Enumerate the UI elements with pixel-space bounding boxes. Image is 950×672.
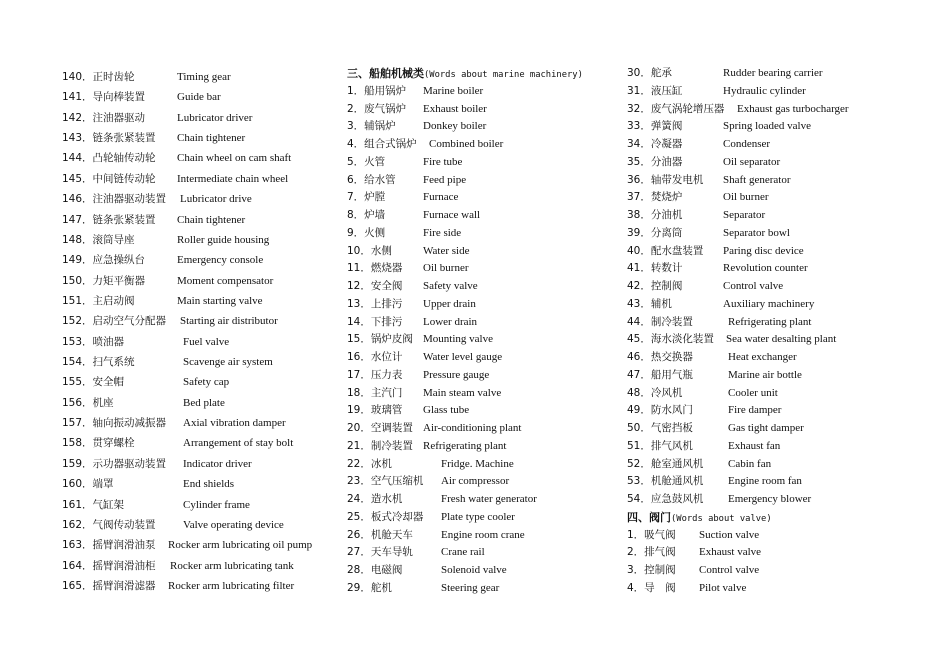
section-heading-subtitle: (Words about marine machinery) <box>424 70 583 80</box>
term-english: Fresh water generator <box>441 493 537 505</box>
term-chinese: 15．锅炉皮阀 <box>347 333 413 346</box>
glossary-entry <box>62 250 352 270</box>
term-english: Feed pipe <box>423 173 467 186</box>
term-chinese: 161．气缸架 <box>62 498 125 511</box>
glossary-entry <box>627 207 917 225</box>
glossary-entry <box>627 491 917 509</box>
term-english: Lubricator driver <box>177 111 253 124</box>
term-chinese: 8．炉墙 <box>347 209 386 221</box>
section-heading-title: 四、阀门 <box>627 510 671 524</box>
term-chinese: 3．辅锅炉 <box>347 120 396 133</box>
glossary-entry <box>627 385 917 403</box>
term-chinese: 53．机舱通风机 <box>627 475 704 488</box>
glossary-entry <box>347 491 637 509</box>
glossary-entry <box>347 385 637 403</box>
term-english: Cabin fan <box>728 457 772 470</box>
glossary-entry <box>627 225 917 243</box>
glossary-column-2 <box>347 65 637 598</box>
term-chinese: 36．轴带发电机 <box>627 173 704 186</box>
glossary-entry <box>627 154 917 172</box>
glossary-entry <box>347 207 637 225</box>
glossary-entry <box>347 154 637 172</box>
glossary-entry <box>627 136 917 154</box>
glossary-entry <box>62 148 352 168</box>
term-chinese: 54．应急鼓风机 <box>627 493 704 505</box>
glossary-entry <box>627 278 917 296</box>
term-chinese: 151．主启动阀 <box>62 294 135 307</box>
term-english: Axial vibration damper <box>183 417 286 430</box>
term-chinese: 27．天车导轨 <box>347 546 413 559</box>
glossary-entry <box>627 438 917 456</box>
term-chinese: 22．冰机 <box>347 457 392 470</box>
term-english: Exhaust gas turbocharger <box>737 102 849 115</box>
glossary-entry <box>627 420 917 438</box>
term-chinese: 2．排气阀 <box>627 546 676 559</box>
term-english: Chain tightener <box>177 132 246 145</box>
term-chinese: 49．防水风门 <box>627 404 693 417</box>
term-chinese: 42．控制阀 <box>627 280 683 292</box>
glossary-entry <box>627 83 917 101</box>
term-english: Shaft generator <box>723 173 791 186</box>
glossary-entry <box>62 576 352 596</box>
term-chinese: 164．摇臂润滑油柜 <box>62 559 156 572</box>
term-chinese: 35．分油器 <box>627 155 683 168</box>
term-english: Glass tube <box>423 404 470 417</box>
glossary-entry <box>62 67 352 87</box>
term-chinese: 3．控制阀 <box>627 564 676 576</box>
glossary-entry <box>627 260 917 278</box>
glossary-entry <box>347 118 637 136</box>
glossary-entry <box>347 225 637 243</box>
term-english: Main steam valve <box>423 386 502 399</box>
term-chinese: 34．冷凝器 <box>627 138 683 150</box>
glossary-entry <box>62 128 352 148</box>
glossary-entry <box>62 271 352 291</box>
term-chinese: 38．分油机 <box>627 209 683 221</box>
term-english: Intermediate chain wheel <box>177 172 289 185</box>
term-english: Hydraulic cylinder <box>723 84 806 97</box>
glossary-entry <box>62 515 352 535</box>
term-chinese: 13．上排污 <box>347 297 403 310</box>
glossary-entry <box>347 580 637 598</box>
term-chinese: 52．舱室通风机 <box>627 457 704 470</box>
term-chinese: 26．机舱天车 <box>347 528 413 541</box>
term-chinese: 150．力矩平衡器 <box>62 274 146 287</box>
term-chinese: 1．吸气阀 <box>627 528 676 541</box>
glossary-entry <box>347 243 637 261</box>
term-chinese: 44．制冷装置 <box>627 315 693 328</box>
term-chinese: 6．给水管 <box>347 173 396 186</box>
term-chinese: 141．导向棒装置 <box>62 91 146 104</box>
term-chinese: 162．气阀传动装置 <box>62 518 156 531</box>
term-english: Fire side <box>423 226 462 239</box>
term-english: Roller guide housing <box>177 233 270 246</box>
section-heading-machinery <box>347 65 637 83</box>
glossary-entry <box>627 189 917 207</box>
term-english: Safety valve <box>423 280 478 292</box>
term-english: Pilot valve <box>699 581 747 594</box>
term-english: Arrangement of stay bolt <box>183 437 294 450</box>
term-chinese: 144．凸轮轴传动轮 <box>62 152 156 165</box>
term-chinese: 51．排气风机 <box>627 439 693 452</box>
term-chinese: 45．海水淡化装置 <box>627 333 714 346</box>
term-english: Guide bar <box>177 91 221 104</box>
term-english: Rudder bearing carrier <box>723 67 823 79</box>
term-english: Crane rail <box>441 546 485 559</box>
term-english: Mounting valve <box>423 333 493 346</box>
term-english: Control valve <box>699 564 760 576</box>
glossary-entry <box>347 473 637 491</box>
glossary-entry <box>347 189 637 207</box>
term-english: Moment compensator <box>177 274 274 287</box>
glossary-entry <box>62 393 352 413</box>
term-english: Pressure gauge <box>423 368 490 381</box>
glossary-entry <box>347 296 637 314</box>
term-english: Solenoid valve <box>441 564 507 576</box>
glossary-entry <box>627 296 917 314</box>
term-chinese: 160．端罩 <box>62 478 114 491</box>
glossary-entry <box>347 402 637 420</box>
glossary-entry <box>62 474 352 494</box>
term-english: Engine room crane <box>441 528 525 541</box>
glossary-entry <box>627 580 917 598</box>
glossary-entry <box>627 349 917 367</box>
glossary-entry <box>627 544 917 562</box>
glossary-entry <box>627 65 917 83</box>
term-english: Rocker arm lubricating tank <box>170 559 294 572</box>
glossary-entry <box>627 527 917 545</box>
term-english: Oil burner <box>723 191 769 204</box>
glossary-entry <box>627 456 917 474</box>
term-english: Air compressor <box>441 475 510 488</box>
glossary-entry <box>627 243 917 261</box>
term-english: Chain wheel on cam shaft <box>177 152 292 165</box>
term-chinese: 43．辅机 <box>627 297 672 310</box>
term-chinese: 17．压力表 <box>347 368 403 381</box>
term-english: Refrigerating plant <box>423 439 507 452</box>
term-english: Donkey boiler <box>423 120 487 133</box>
term-english: Fire damper <box>728 404 782 417</box>
glossary-entry <box>62 291 352 311</box>
term-chinese: 28．电磁阀 <box>347 564 403 576</box>
term-chinese: 156．机座 <box>62 396 114 409</box>
section-heading-valve <box>627 509 917 527</box>
term-chinese: 140．正时齿轮 <box>62 71 135 83</box>
glossary-entry <box>347 136 637 154</box>
term-english: Cylinder frame <box>183 498 250 511</box>
term-chinese: 4．组合式锅炉 <box>347 138 417 150</box>
term-english: Water level gauge <box>423 351 503 363</box>
term-chinese: 142．注油器驱动 <box>62 111 146 124</box>
term-chinese: 148．滚筒导座 <box>62 233 135 246</box>
term-chinese: 4．导 阀 <box>627 581 676 594</box>
term-chinese: 21．制冷装置 <box>347 439 413 452</box>
term-english: Plate type cooler <box>441 510 515 523</box>
term-english: Fire tube <box>423 155 463 168</box>
term-english: Marine air bottle <box>728 368 802 381</box>
term-chinese: 1．船用锅炉 <box>347 84 407 97</box>
glossary-entry <box>347 420 637 438</box>
term-english: Lower drain <box>423 315 478 328</box>
term-chinese: 40．配水盘装置 <box>627 244 704 257</box>
term-chinese: 39．分离筒 <box>627 226 683 239</box>
glossary-column-1 <box>62 67 352 596</box>
glossary-entry <box>62 433 352 453</box>
term-chinese: 10．水侧 <box>347 244 392 257</box>
glossary-entry <box>62 454 352 474</box>
term-english: Separator <box>723 209 766 221</box>
glossary-entry <box>62 495 352 515</box>
glossary-entry <box>627 473 917 491</box>
glossary-entry <box>347 562 637 580</box>
term-english: Main starting valve <box>177 294 263 307</box>
term-english: Auxiliary machinery <box>723 297 815 310</box>
term-chinese: 50．气密挡板 <box>627 422 693 434</box>
glossary-entry <box>62 535 352 555</box>
glossary-entry <box>627 402 917 420</box>
glossary-entry <box>627 172 917 190</box>
glossary-list <box>627 65 917 509</box>
glossary-entry <box>347 527 637 545</box>
term-chinese: 25．板式冷却器 <box>347 510 424 523</box>
term-english: Air-conditioning plant <box>423 422 522 434</box>
term-english: Marine boiler <box>423 84 484 97</box>
term-chinese: 163．摇臂润滑油泵 <box>62 539 156 552</box>
term-chinese: 159．示功器驱动装置 <box>62 457 167 470</box>
glossary-entry <box>347 367 637 385</box>
term-chinese: 154．扫气系统 <box>62 356 135 369</box>
term-english: Exhaust boiler <box>423 102 487 115</box>
term-english: Safety cap <box>183 376 230 389</box>
section-heading-title: 三、船舶机械类 <box>347 67 424 80</box>
term-english: Paring disc device <box>723 244 804 257</box>
term-english: Sea water desalting plant <box>726 333 837 346</box>
term-english: Chain tightener <box>177 213 246 226</box>
term-english: Rocker arm lubricating filter <box>168 579 295 592</box>
glossary-entry <box>62 413 352 433</box>
term-chinese: 18．主汽门 <box>347 386 403 399</box>
term-english: Bed plate <box>183 396 225 409</box>
term-chinese: 32．废气涡轮增压器 <box>627 102 725 115</box>
term-english: Furnace <box>423 191 459 204</box>
term-chinese: 146．注油器驱动装置 <box>62 193 167 206</box>
term-english: Refrigerating plant <box>728 315 812 328</box>
glossary-entry <box>347 544 637 562</box>
glossary-entry <box>347 172 637 190</box>
term-chinese: 2．废气锅炉 <box>347 102 407 115</box>
term-chinese: 14．下排污 <box>347 315 403 328</box>
glossary-entry <box>62 189 352 209</box>
term-chinese: 152．启动空气分配器 <box>62 315 167 328</box>
term-english: Cooler unit <box>728 386 778 399</box>
glossary-entry <box>62 87 352 107</box>
term-chinese: 147．链条张紧装置 <box>62 213 156 226</box>
glossary-entry <box>627 367 917 385</box>
term-chinese: 46．热交换器 <box>627 351 693 363</box>
term-chinese: 23．空气压缩机 <box>347 475 424 488</box>
section-heading-subtitle: (Words about valve) <box>671 513 772 524</box>
term-english: Steering gear <box>441 581 500 594</box>
glossary-list <box>627 527 917 598</box>
term-english: Scavenge air system <box>183 356 273 369</box>
glossary-entry <box>347 101 637 119</box>
term-chinese: 145．中间链传动轮 <box>62 172 156 185</box>
glossary-entry <box>347 349 637 367</box>
glossary-entry <box>347 331 637 349</box>
term-english: Oil separator <box>723 155 781 168</box>
term-chinese: 165．摇臂润滑滤器 <box>62 579 156 592</box>
term-english: Rocker arm lubricating oil pump <box>168 539 313 552</box>
term-chinese: 149．应急操纵台 <box>62 254 146 267</box>
term-chinese: 7．炉膛 <box>347 191 386 204</box>
glossary-entry <box>62 230 352 250</box>
term-chinese: 16．水位计 <box>347 351 403 363</box>
term-chinese: 48．冷风机 <box>627 386 683 399</box>
term-chinese: 20．空调装置 <box>347 422 413 434</box>
term-chinese: 5．火管 <box>347 155 386 168</box>
glossary-entry <box>62 169 352 189</box>
term-chinese: 29．舵机 <box>347 581 392 594</box>
term-english: Upper drain <box>423 297 476 310</box>
term-chinese: 9．火侧 <box>347 226 386 239</box>
glossary-column-3 <box>627 65 917 598</box>
term-english: Fuel valve <box>183 335 230 348</box>
glossary-entry <box>627 562 917 580</box>
term-english: Exhaust fan <box>728 439 781 452</box>
glossary-entry <box>627 101 917 119</box>
term-chinese: 24．造水机 <box>347 493 403 505</box>
term-english: Suction valve <box>699 528 760 541</box>
term-english: Water side <box>423 244 470 257</box>
term-english: Emergency console <box>177 254 264 267</box>
term-english: Condenser <box>723 138 771 150</box>
term-chinese: 30．舵承 <box>627 67 672 79</box>
glossary-entry <box>62 556 352 576</box>
term-english: Revolution counter <box>723 262 808 275</box>
term-chinese: 157．轴向振动减振器 <box>62 417 167 430</box>
glossary-entry <box>627 314 917 332</box>
glossary-entry <box>627 331 917 349</box>
term-chinese: 47．船用气瓶 <box>627 368 693 381</box>
term-chinese: 153．喷油器 <box>62 335 125 348</box>
term-english: Indicator driver <box>183 457 252 470</box>
term-english: Exhaust valve <box>699 546 762 559</box>
term-english: Lubricator drive <box>180 193 252 206</box>
glossary-entry <box>62 108 352 128</box>
term-english: Fridge. Machine <box>441 457 514 470</box>
term-english: Spring loaded valve <box>723 120 811 133</box>
glossary-entry <box>347 509 637 527</box>
term-chinese: 12．安全阀 <box>347 280 403 292</box>
term-chinese: 155．安全帽 <box>62 376 125 389</box>
term-english: Starting air distributor <box>180 315 278 328</box>
glossary-list <box>347 83 637 598</box>
term-english: Valve operating device <box>183 518 284 531</box>
term-english: Separator bowl <box>723 226 790 239</box>
term-english: Furnace wall <box>423 209 481 221</box>
glossary-entry <box>62 210 352 230</box>
term-english: Gas tight damper <box>728 422 804 434</box>
term-english: Combined boiler <box>429 138 504 150</box>
term-english: End shields <box>183 478 235 491</box>
term-chinese: 143．链条张紧装置 <box>62 132 156 145</box>
term-english: Emergency blower <box>728 493 812 505</box>
glossary-entry <box>62 372 352 392</box>
glossary-entry <box>62 332 352 352</box>
term-english: Heat exchanger <box>728 351 797 363</box>
term-chinese: 41．转数计 <box>627 262 683 275</box>
glossary-entry <box>62 352 352 372</box>
term-chinese: 158．贯穿螺栓 <box>62 437 135 450</box>
glossary-entry <box>347 456 637 474</box>
glossary-entry <box>347 314 637 332</box>
term-english: Engine room fan <box>728 475 802 488</box>
glossary-entry <box>347 83 637 101</box>
glossary-entry <box>62 311 352 331</box>
term-english: Oil burner <box>423 262 469 275</box>
glossary-entry <box>347 278 637 296</box>
term-chinese: 33．弹簧阀 <box>627 120 683 133</box>
glossary-entry <box>347 438 637 456</box>
glossary-entry <box>627 118 917 136</box>
term-english: Control valve <box>723 280 784 292</box>
glossary-entry <box>347 260 637 278</box>
term-english: Timing gear <box>177 71 231 83</box>
term-chinese: 31．液压缸 <box>627 84 683 97</box>
term-chinese: 37．焚烧炉 <box>627 191 683 204</box>
term-chinese: 19．玻璃管 <box>347 404 403 417</box>
term-chinese: 11．燃烧器 <box>347 262 403 275</box>
